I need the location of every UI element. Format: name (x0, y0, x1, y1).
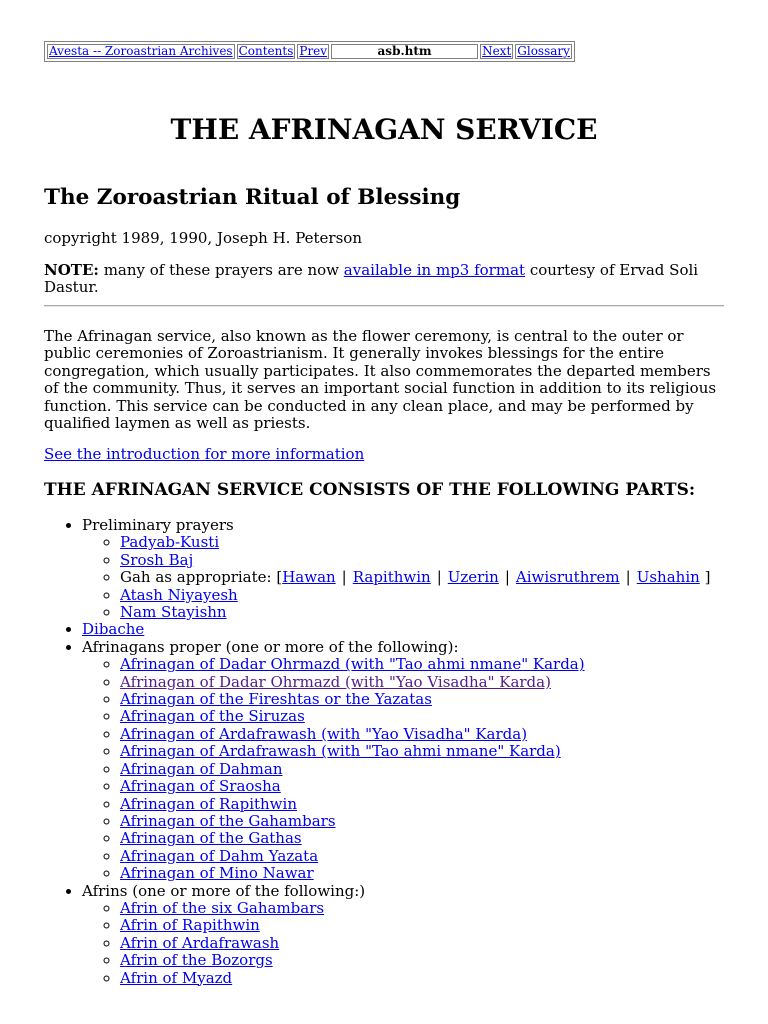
nav-current-file: asb.htm (331, 44, 478, 59)
list-item (120, 830, 710, 847)
padyab-kusti-link[interactable]: Padyab-Kusti (120, 533, 220, 552)
list-item (120, 656, 710, 673)
parts-heading: THE AFRINAGAN SERVICE CONSISTS OF THE FOLLOWING PARTS: (44, 480, 696, 500)
list-item (120, 674, 710, 691)
gah-aiwisruthrem-link[interactable]: Aiwisruthrem (515, 568, 620, 587)
afrinagans-sublist (82, 656, 710, 882)
gah-separator: | (504, 568, 510, 587)
afrinagan-link[interactable]: Afrinagan of Ardafrawash (with "Tao ahmi nmane" Karda) (120, 742, 561, 761)
preliminary-sublist (82, 534, 710, 621)
gah-rapithwin-link[interactable]: Rapithwin (352, 568, 431, 587)
mp3-link[interactable]: available in mp3 format (343, 261, 526, 279)
srosh-baj-link[interactable]: Srosh Baj (120, 550, 194, 569)
list-item (120, 552, 710, 569)
gah-uzerin-link[interactable]: Uzerin (447, 568, 499, 587)
copyright-text: copyright 1989, 1990, Joseph H. Peterson (44, 229, 362, 247)
parts-list (44, 517, 710, 987)
note-paragraph (44, 262, 724, 297)
intro-paragraph: The Afrinagan service, also known as the flower ceremony, is central to the outer or public ceremonies of Zoroastrianism. It generally invokes blessings for the entire congregation, which usually participates. It also commemorates the departed members of the community. Thus, it serves an important social function in addition to its religious function. This service can be conducted in any clean place, and may be performed by qualified laymen as well as priests. (44, 327, 717, 433)
list-item (120, 865, 710, 882)
see-intro-link[interactable]: See the introduction for more information (44, 445, 365, 463)
afrin-link[interactable]: Afrin of Myazd (120, 968, 233, 987)
afrinagan-link[interactable]: Afrinagan of Ardafrawash (with "Yao Visadha" Karda) (120, 724, 528, 743)
afrinagan-link[interactable]: Afrinagan of Sraosha (120, 777, 281, 796)
page-subtitle: The Zoroastrian Ritual of Blessing (44, 185, 461, 210)
afrinagan-link[interactable]: Afrinagan of the Gahambars (120, 811, 336, 830)
list-item-afrinagans (82, 639, 710, 883)
afrinagan-link[interactable]: Afrinagan of Dahman (120, 759, 283, 778)
gah-label: Gah as appropriate: [ (120, 568, 283, 587)
gah-separator: | (625, 568, 631, 587)
afrin-link[interactable]: Afrin of the six Gahambars (120, 898, 325, 917)
afrinagan-link[interactable]: Afrinagan of the Gathas (120, 829, 302, 848)
list-item (120, 970, 710, 987)
nav-home-link[interactable]: Avesta -- Zoroastrian Archives (49, 44, 233, 58)
list-item (120, 743, 710, 760)
list-item (120, 813, 710, 830)
afrinagan-link[interactable]: Afrinagan of Dadar Ohrmazd (with "Yao Visadha" Karda) (120, 672, 551, 691)
note-text-after: courtesy of Ervad Soli Dastur. (44, 261, 699, 297)
nav-bar (44, 41, 575, 62)
gah-separator: | (341, 568, 347, 587)
list-item (120, 935, 710, 952)
afrinagan-link[interactable]: Afrinagan of the Siruzas (120, 707, 305, 726)
see-intro-paragraph (44, 446, 724, 463)
list-item (120, 726, 710, 743)
afrinagan-link[interactable]: Afrinagan of Dahm Yazata (120, 846, 319, 865)
afrin-link[interactable]: Afrin of Rapithwin (120, 916, 260, 935)
list-item (120, 848, 710, 865)
list-item-gah (120, 569, 710, 586)
note-label: NOTE: (44, 261, 99, 279)
list-item (120, 761, 710, 778)
list-item (120, 534, 710, 551)
list-item (120, 778, 710, 795)
note-text-before: many of these prayers are now (98, 261, 344, 279)
list-item-preliminary (82, 517, 710, 621)
gah-close: ] (704, 568, 711, 587)
afrinagan-link[interactable]: Afrinagan of Mino Nawar (120, 864, 314, 883)
nav-glossary-link[interactable]: Glossary (517, 44, 570, 58)
nav-contents-link[interactable]: Contents (238, 44, 294, 58)
list-item-afrins (82, 883, 710, 987)
afrins-label: Afrins (one or more of the following:) (82, 881, 366, 900)
afrinagan-link[interactable]: Afrinagan of Rapithwin (120, 794, 297, 813)
preliminary-label: Preliminary prayers (82, 516, 234, 534)
dibache-link[interactable]: Dibache (82, 620, 145, 639)
list-item (120, 691, 710, 708)
list-item (120, 952, 710, 969)
gah-ushahin-link[interactable]: Ushahin (636, 568, 700, 587)
list-item (120, 900, 710, 917)
afrinagans-label: Afrinagans proper (one or more of the following): (82, 637, 459, 656)
afrins-sublist (82, 900, 710, 987)
atash-niyayesh-link[interactable]: Atash Niyayesh (120, 585, 238, 604)
gah-separator: | (436, 568, 442, 587)
list-item (120, 796, 710, 813)
list-item (120, 708, 710, 725)
nav-next-link[interactable]: Next (482, 44, 512, 58)
afrinagan-link[interactable]: Afrinagan of Dadar Ohrmazd (with "Tao ahmi nmane" Karda) (120, 655, 585, 674)
list-item-dibache (82, 621, 710, 638)
divider (44, 305, 724, 307)
page-title: THE AFRINAGAN SERVICE (170, 113, 598, 146)
list-item (120, 917, 710, 934)
afrinagan-link[interactable]: Afrinagan of the Fireshtas or the Yazatas (120, 690, 432, 709)
nav-prev-link[interactable]: Prev (299, 44, 328, 58)
list-item (120, 587, 710, 604)
list-item (120, 604, 710, 621)
afrin-link[interactable]: Afrin of Ardafrawash (120, 933, 280, 952)
gah-hawan-link[interactable]: Hawan (282, 568, 336, 587)
afrin-link[interactable]: Afrin of the Bozorgs (120, 951, 273, 970)
nam-stayishn-link[interactable]: Nam Stayishn (120, 603, 227, 622)
